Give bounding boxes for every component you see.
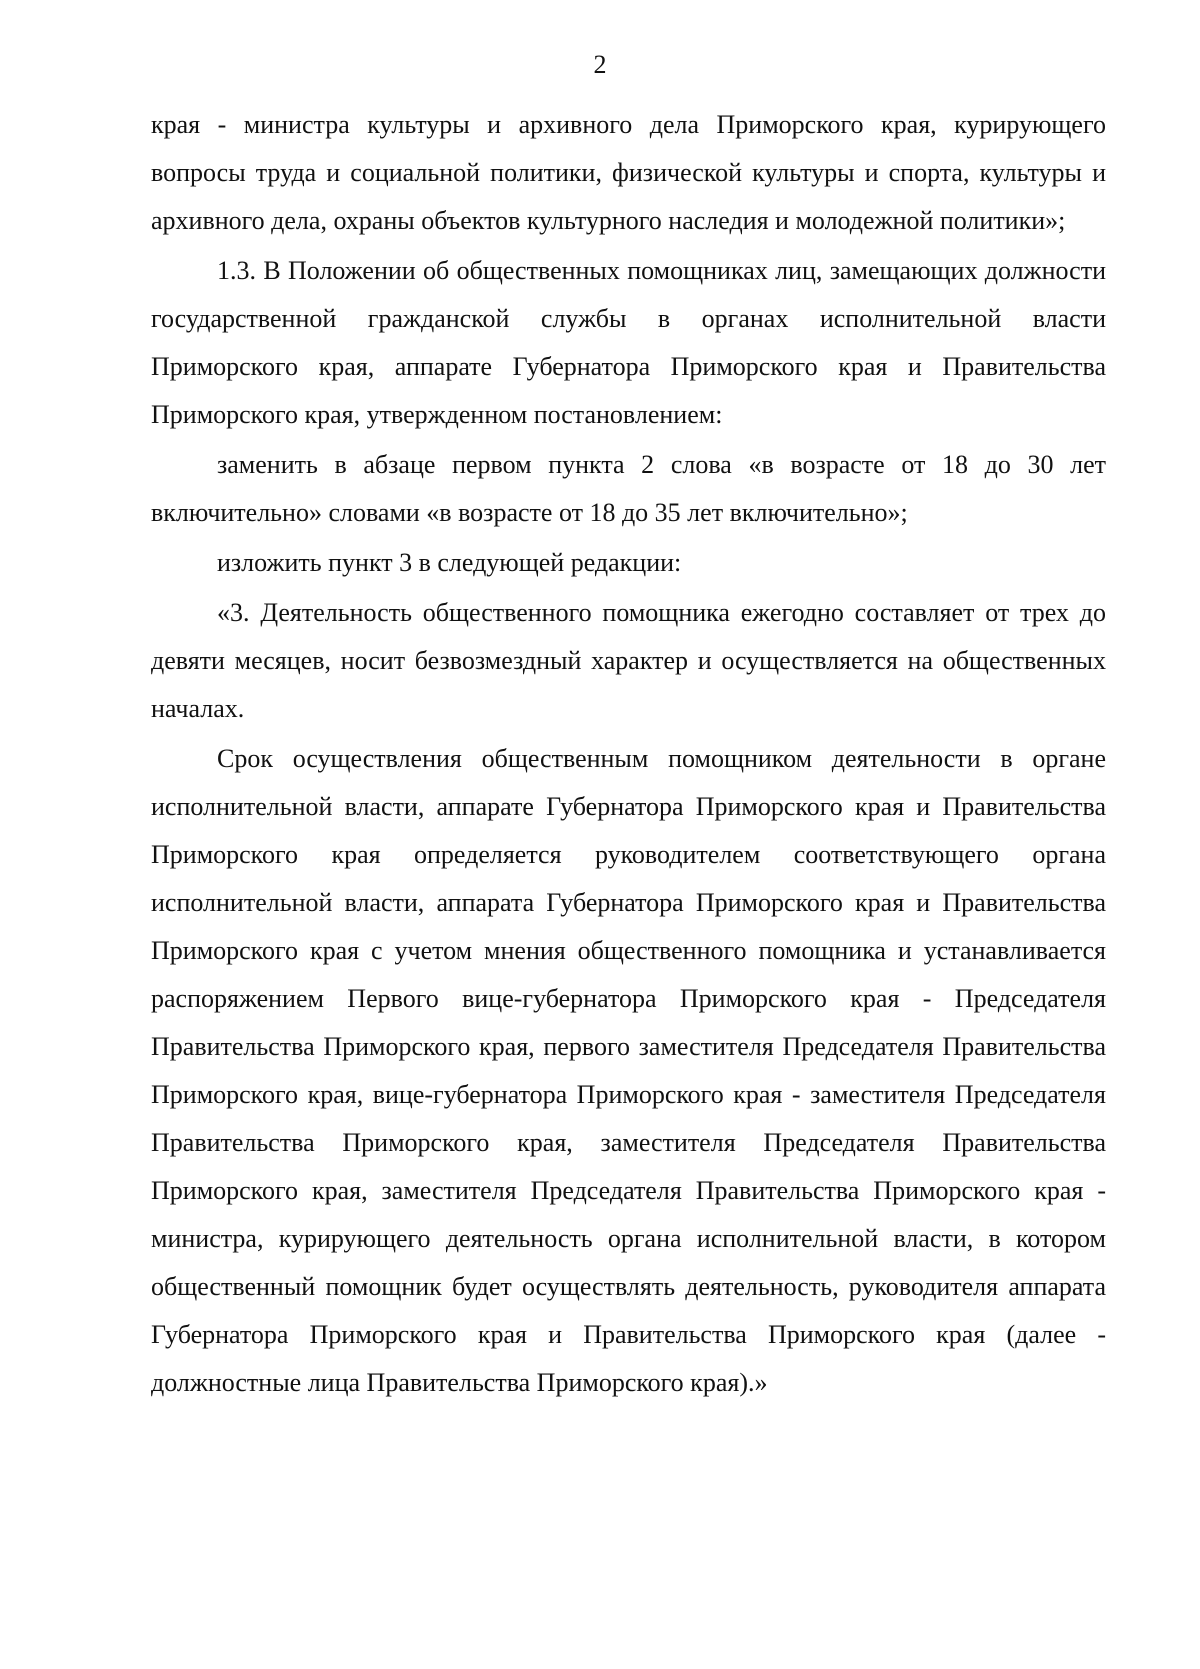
page-number: 2 [593,50,607,79]
paragraph-restate-clause: изложить пункт 3 в следующей редакции: [217,548,682,577]
paragraph-replace-clause: заменить в абзаце первом пункта 2 слова «в возрасте от 18 до 30 лет включительно» словами «в возрасте от 18 до 35 лет включительно»; [151,450,1106,527]
paragraph-1-3: 1.3. В Положении об общественных помощниках лиц, замещающих должности государственной гражданской службы в органах исполнительной власти Приморского края, аппарате Губернатора Приморского края и Правительства Приморского края, утвержденном постановлением: [151,256,1106,429]
paragraph-term: Срок осуществления общественным помощником деятельности в органе исполнительной власти, аппарате Губернатора Приморского края и Правительства Приморского края определяется руководителем соответствующего органа исполнительной власти, аппарата Губернатора Приморского края и Правительства Приморского края с учетом мнения общественного помощника и устанавливается распоряжением Первого вице-губернатора Приморского края - Председателя Правительства Приморского края, первого заместителя Председателя Правительства Приморского края, вице-губернатора Приморского края - заместителя Председателя Правительства Приморского края, заместителя Председателя Правительства Приморского края, заместителя Председателя Правительства Приморского края - министра, курирующего деятельность органа исполнительной власти, в котором общественный помощник будет осуществлять деятельность, руководителя аппарата Губернатора Приморского края и Правительства Приморского края (далее - должностные лица Правительства Приморского края).» [151,744,1106,1397]
document-body [151,101,1106,1407]
paragraph-item-3: «3. Деятельность общественного помощника ежегодно составляет от трех до девяти месяцев, носит безвозмездный характер и осуществляется на общественных началах. [151,598,1106,723]
paragraph-continuation: края - министра культуры и архивного дела Приморского края, курирующего вопросы труда и социальной политики, физической культуры и спорта, культуры и архивного дела, охраны объектов культурного наследия и молодежной политики»; [151,110,1106,235]
